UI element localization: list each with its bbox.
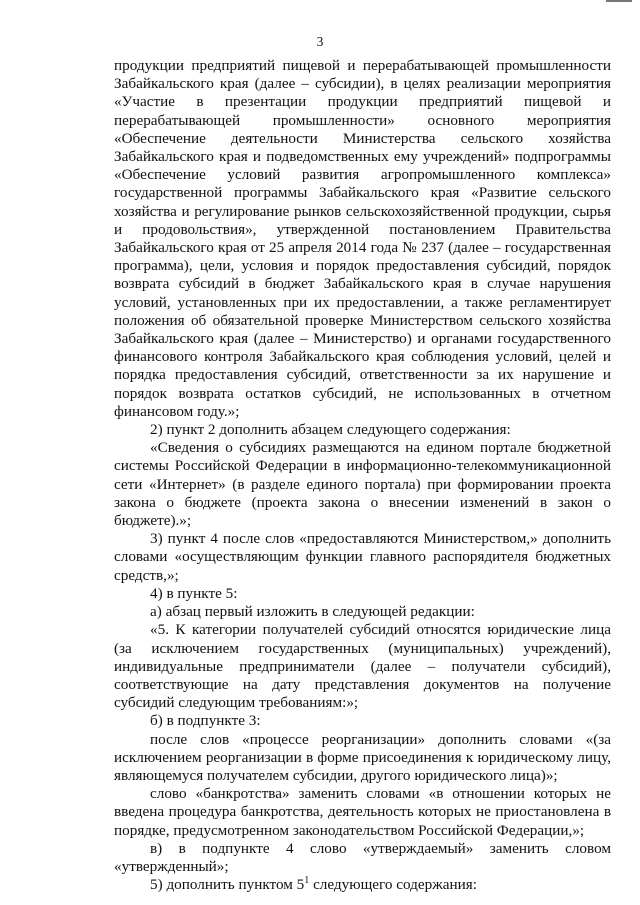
document-paragraph	[114, 731, 611, 786]
paragraph-text: слово «банкротства» заменить словами «в отношении которых не введена процедура банкротства, деятельность которых не приостановлена в порядке, предусмотренном законодательством Российской Федерации,»;	[114, 785, 611, 839]
scan-edge-mark	[606, 0, 632, 2]
paragraph-text: 2) пункт 2 дополнить абзацем следующего содержания:	[150, 421, 511, 439]
paragraph-text: «5. К категории получателей субсидий относятся юридические лица (за исключением государственных (муниципальных) учреждений), индивидуальные предприниматели (далее – получатели субсидий), соответствующие на дату представления документов на получение субсидий следующим требованиям:»;	[114, 621, 611, 712]
superscript-index: 1	[304, 875, 310, 887]
paragraph-text: в) в подпункте 4 слово «утверждаемый» заменить словом «утвержденный»;	[114, 839, 611, 875]
document-paragraph	[114, 530, 611, 585]
document-paragraph	[114, 439, 611, 530]
paragraph-text: 5) дополнить пунктом 5	[150, 876, 305, 894]
document-paragraph	[114, 840, 611, 876]
paragraph-text: а) абзац первый изложить в следующей редакции:	[150, 603, 475, 621]
paragraph-text-tail: следующего содержания:	[309, 876, 477, 894]
document-paragraph	[114, 603, 611, 621]
document-paragraph	[114, 585, 611, 603]
document-paragraph	[114, 621, 611, 712]
document-paragraph	[114, 57, 611, 421]
paragraph-text: 3) пункт 4 после слов «предоставляются Министерством,» дополнить словами «осуществляющим функции главного распорядителя бюджетных средств,»;	[114, 530, 611, 584]
document-paragraph	[114, 712, 611, 730]
paragraph-text: б) в подпункте 3:	[150, 712, 261, 730]
document-paragraph	[114, 876, 611, 894]
paragraph-text: после слов «процессе реорганизации» дополнить словами «(за исключением реорганизации в форме присоединения к юридическому лицу, являющемуся получателем субсидии, другого юридического лица)»;	[114, 730, 611, 784]
document-body	[114, 57, 611, 894]
paragraph-text: «Сведения о субсидиях размещаются на едином портале бюджетной системы Российской Федерации в информационно-телекоммуникационной сети «Интернет» (в разделе единого портала) при формировании проекта закона о бюджете (проекта закона о внесении изменений в закон о бюджете).»;	[114, 439, 611, 530]
page-number: 3	[316, 34, 324, 49]
paragraph-text: продукции предприятий пищевой и перерабатывающей промышленности Забайкальского края (далее – субсидии), в целях реализации мероприятия «Участие в презентации продукции предприятий пищевой и перерабатывающей промышленности» основного мероприятия «Обеспечение деятельности Министерства сельского хозяйства Забайкальского края и подведомственных ему учреждений» подпрограммы «Обеспечение условий развития агропромышленного комплекса» государственной программы Забайкальского края «Развитие сельского хозяйства и регулирование рынков сельскохозяйственной продукции, сырья и продовольствия», утвержденной постановлением Правительства Забайкальского края от 25 апреля 2014 года № 237 (далее – государственная программа), цели, условия и порядок предоставления субсидий, порядок возврата субсидий в бюджет Забайкальского края в случае нарушения условий, установленных при их предоставлении, а также регламентирует положения об обязательной проверке Министерством сельского хозяйства Забайкальского края (далее – Министерство) и органами государственного финансового контроля Забайкальского края соблюдения условий, целей и порядка предоставления субсидий, ответственности за их нарушение и порядок возврата остатков субсидий, не использованных в отчетном финансовом году.»;	[114, 57, 611, 420]
document-paragraph	[114, 785, 611, 840]
paragraph-text: 4) в пункте 5:	[150, 584, 238, 602]
document-paragraph	[114, 421, 611, 439]
